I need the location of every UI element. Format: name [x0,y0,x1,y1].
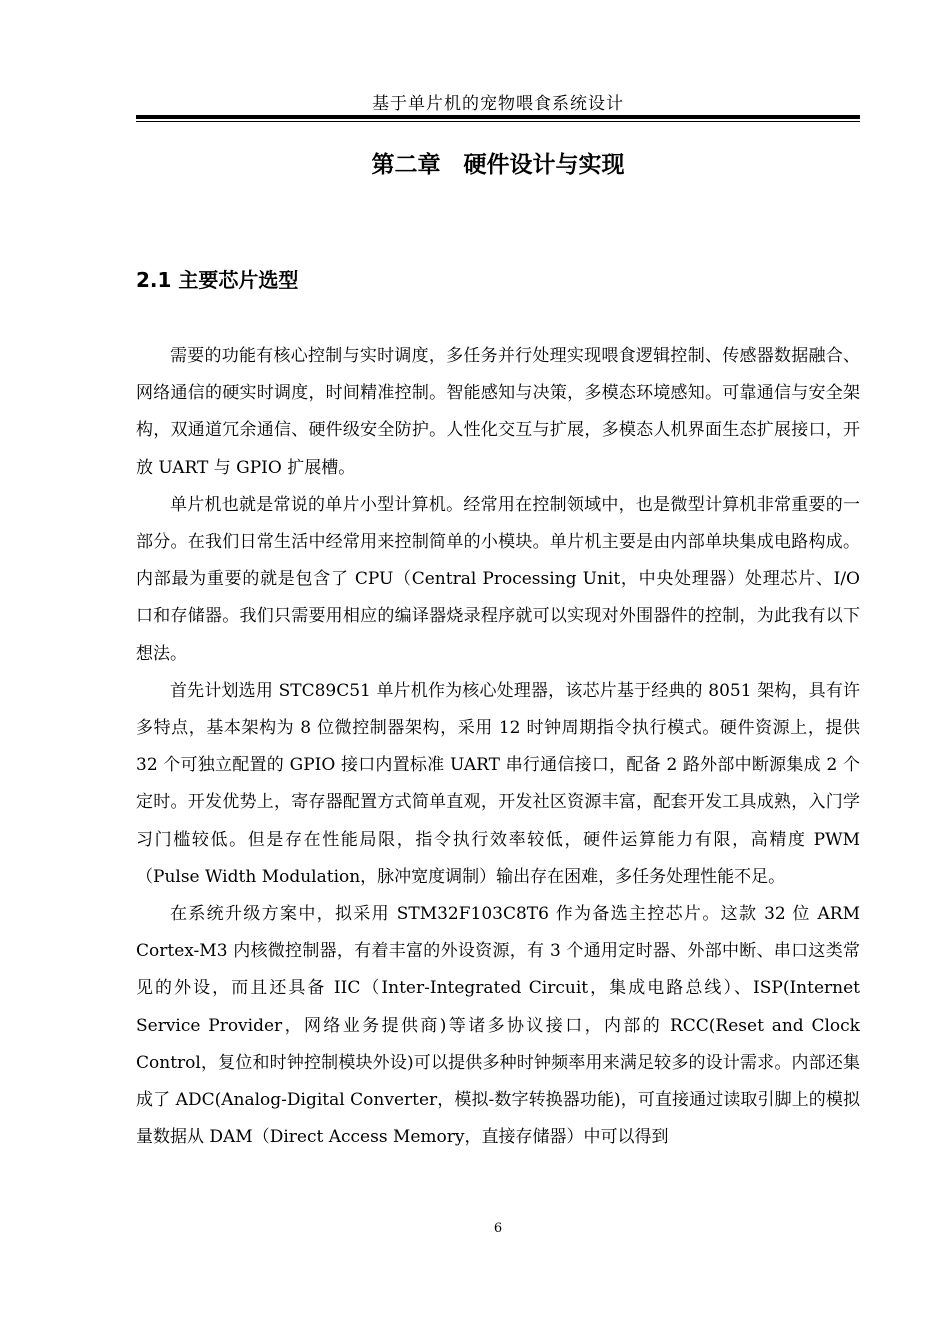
header-rule-thin [136,121,860,122]
chapter-title: 第二章 硬件设计与实现 [371,152,625,178]
paragraph: 单片机也就是常说的单片小型计算机。经常用在控制领域中，也是微型计算机非常重要的一部分。在我们日常生活中经常用来控制简单的小模块。单片机主要是由内部单块集成电路构成。内部最为重要的就是包含了 CPU（Central Processing Unit，中央处理器）处理芯片、I/O 口和存储器。我们只需要用相应的编译器烧录程序就可以实现对外围器件的控制，为此我有以下想法。 [136,494,860,664]
paragraph: 需要的功能有核心控制与实时调度，多任务并行处理实现喂食逻辑控制、传感器数据融合、网络通信的硬实时调度，时间精准控制。智能感知与决策，多模态环境感知。可靠通信与安全架构，双通道冗余通信、硬件级安全防护。人性化交互与扩展，多模态人机界面生态扩展接口，开放 UART 与 GPIO 扩展槽。 [136,346,860,478]
paragraph: 在系统升级方案中，拟采用 STM32F103C8T6 作为备选主控芯片。这款 32 位 ARM Cortex-M3 内核微控制器，有着丰富的外设资源，有 3 个通用定时器、外部中断、串口这类常见的外设，而且还具备 IIC（Inter-Integrated Circuit，集成电路总线）、ISP(Internet Service Provider，网络业务提供商)等诸多协议接口，内部的 RCC(Reset and Clock Control，复位和时钟控制模块外设)可以提供多种时钟频率用来满足较多的设计需求。内部还集成了 ADC(Analog-Digital Converter，模拟-数字转换器功能)，可直接通过读取引脚上的模拟量数据从 DAM（Direct Access Memory，直接存储器）中可以得到 [136,904,860,1148]
header-rule-thick [136,115,860,119]
body-text [136,338,860,1156]
paragraph: 首先计划选用 STC89C51 单片机作为核心处理器，该芯片基于经典的 8051 架构，具有许多特点，基本架构为 8 位微控制器架构，采用 12 时钟周期指令执行模式。硬件资源上，提供 32 个可独立配置的 GPIO 接口内置标准 UART 串行通信接口，配备 2 路外部中断源集成 2 个定时。开发优势上，寄存器配置方式简单直观，开发社区资源丰富，配套开发工具成熟，入门学习门槛较低。但是存在性能局限，指令执行效率较低，硬件运算能力有限，高精度 PWM（Pulse Width Modulation，脉冲宽度调制）输出存在困难，多任务处理性能不足。 [136,680,860,887]
section-heading: 2.1 主要芯片选型 [136,268,299,292]
running-header: 基于单片机的宠物喂食系统设计 [372,94,624,114]
page-number: 6 [493,1221,503,1236]
